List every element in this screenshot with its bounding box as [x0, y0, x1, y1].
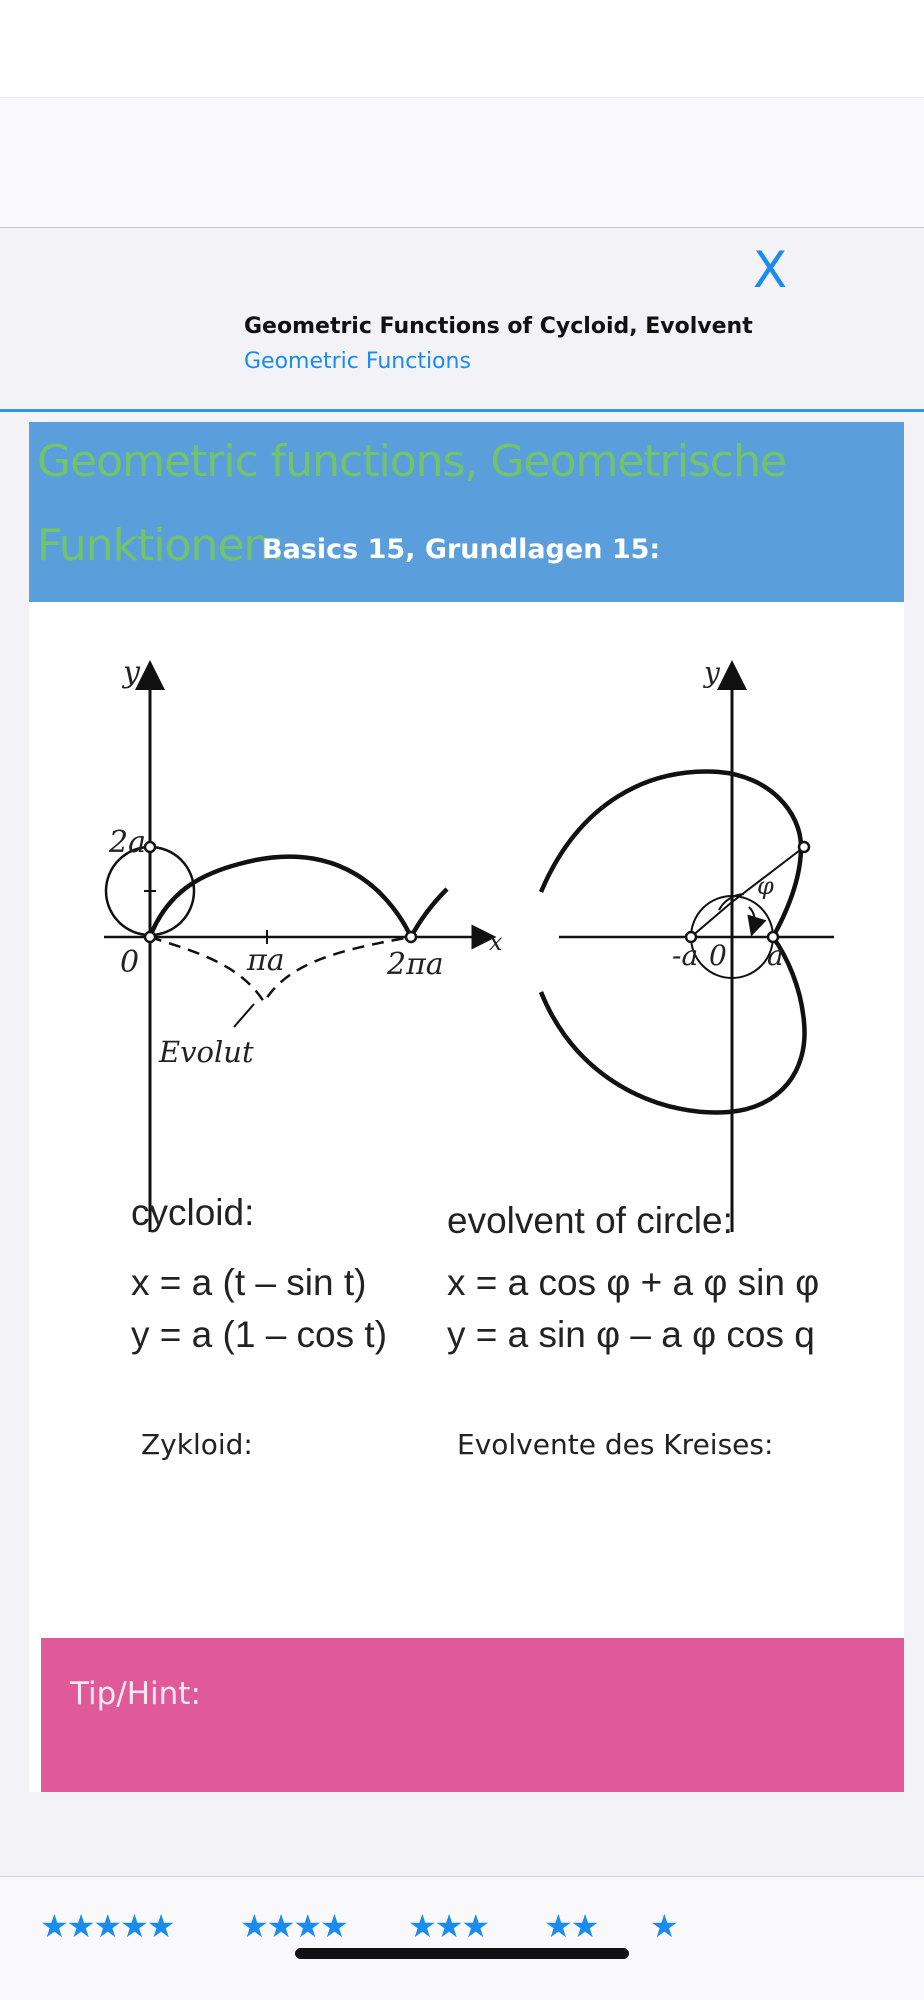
navigation-bar [0, 98, 924, 228]
home-indicator [295, 1948, 629, 1959]
content-card [29, 422, 904, 1792]
cycloid-label: cycloid: [131, 1192, 255, 1233]
rating-2-stars[interactable]: ★★ [544, 1907, 598, 1945]
cycloid-tick-2pia: 2πa [387, 947, 444, 982]
evolut-label: Evolut [159, 1035, 254, 1069]
cycloid-tick-pia: πa [247, 943, 285, 978]
cycloid-tick-2a: 2a [109, 825, 146, 860]
close-button[interactable]: X [752, 241, 788, 299]
evolvent-tick-minus-a: -a [672, 939, 699, 972]
rating-4-stars[interactable]: ★★★★ [240, 1907, 347, 1945]
category-link[interactable]: Geometric Functions [244, 349, 471, 374]
evolvent-y-label: y [704, 656, 720, 689]
cycloid-x-label: x [489, 928, 503, 956]
hint-label: Tip/Hint: [70, 1676, 201, 1712]
cycloid-x-formula: x = a (t – sin t) [131, 1262, 367, 1303]
cycloid-y-formula: y = a (1 – cos t) [131, 1314, 388, 1355]
banner-title-line2: Funktionen: [37, 520, 285, 571]
rating-3-stars[interactable]: ★★★ [408, 1907, 489, 1945]
evolvent-curve-upper [541, 772, 801, 937]
evolvent-tick-a: a [767, 939, 784, 972]
page-title: Geometric Functions of Cycloid, Evolvent [244, 314, 753, 339]
angle-phi-label: φ [757, 872, 774, 900]
evolvent-german-label: Evolvente des Kreises: [457, 1428, 774, 1461]
evolvent-x-formula: x = a cos φ + a φ sin φ [447, 1262, 820, 1303]
status-bar [0, 0, 924, 98]
cycloid-tick-0: 0 [120, 945, 140, 980]
cycloid-y-label: y [123, 655, 140, 690]
banner-subtitle: Basics 15, Grundlagen 15: [262, 534, 661, 565]
banner-title-line1: Geometric functions, Geometrische [37, 436, 787, 487]
evolvent-y-formula: y = a sin φ – a φ cos q [447, 1314, 815, 1355]
rating-5-stars[interactable]: ★★★★★ [40, 1907, 174, 1945]
evolvent-label: evolvent of circle: [447, 1200, 733, 1241]
cycloid-german-label: Zykloid: [141, 1428, 253, 1461]
rating-1-star[interactable]: ★ [650, 1907, 677, 1945]
hint-box [41, 1638, 904, 1792]
evolvent-tick-0: 0 [709, 939, 727, 972]
topic-banner [29, 422, 904, 602]
